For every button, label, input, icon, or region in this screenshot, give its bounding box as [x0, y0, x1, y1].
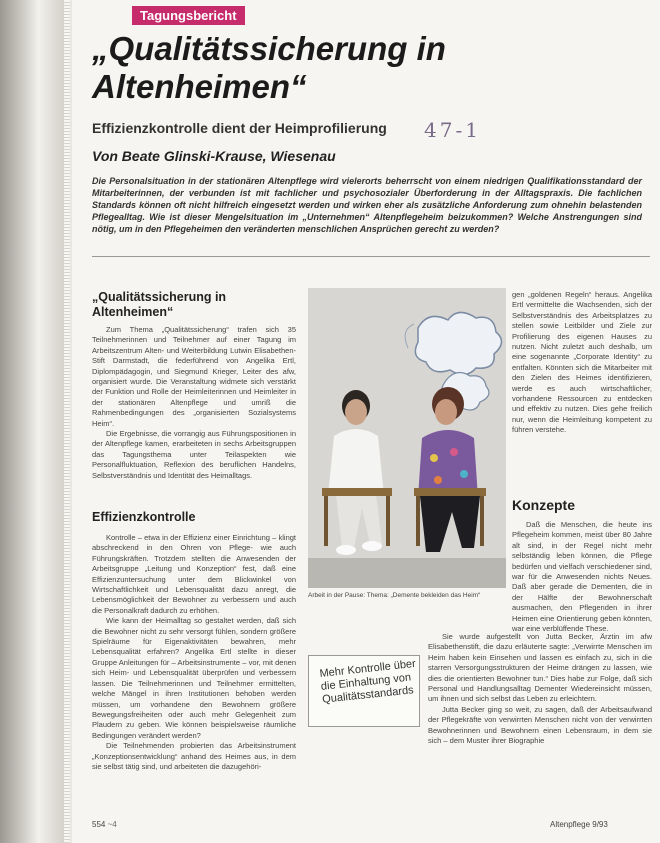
section-body-qualitaet	[92, 325, 296, 481]
section-heading-konzepte: Konzepte	[512, 497, 575, 513]
article-photo	[308, 288, 506, 588]
handwritten-note: 47-1	[424, 118, 481, 142]
section-badge: Tagungsbericht	[132, 6, 245, 25]
paragraph: gen „goldenen Regeln“ heraus. Angelika Ertl vermittelte die Wachsenden, sich der Selbstverständnis des Arbeitsplatzes zu stellen sowie Leitbilder und Ziele zur Profilierung des eigenen Hauses zu nutzen. Nicht zuletzt auch deshalb, um eine sogenannte „Corporate Identity“ zu entfalten. Könnten sich die Mitarbeiter mit den Zielen des Heimes identifizieren, werde es auch wirtschaftlicher, vorhandene Ressourcen zu entdecken und effektiv zu nutzen. Dies gehe freilich nur, wenn die Heimleitung kompetent zu führen verstehe.	[512, 290, 652, 435]
paragraph: Die Ergebnisse, die vorrangig aus Führungspositionen in der Altenpflege kamen, erarbeiteten in sechs Arbeitsgruppen das Tagungsthema unter Teilaspekten wie Personalfluktuation, Reflexion des beruflichen Handelns, Selbstverständnis und Identität des Heimalltags.	[92, 429, 296, 480]
author-line: Von Beate Glinski-Krause, Wiesenau	[92, 148, 336, 164]
article-subtitle: Effizienzkontrolle dient der Heimprofilierung	[92, 120, 387, 136]
section-heading-qualitaet: „Qualitätssicherung in Altenheimen“	[92, 290, 227, 319]
photo-caption: Arbeit in der Pause: Thema: „Demente bekleiden das Heim“	[308, 592, 481, 599]
divider	[92, 256, 650, 257]
paragraph: Daß die Menschen, die heute ins Pflegeheim kommen, meist über 80 Jahre alt sind, in der Regel nicht mehr selbständig leben können, die Pflege bedürfen und vielfach verschiedener sind, war für die Anwesenden nichts Neues. Daß aber gerade die Dementen, die in der Hälfte der Bewohnerschaft ausmachen, den Pflegenden in ihrer Heimen eine Orientierung geben könnten, war eine verblüffende These.	[512, 520, 652, 634]
paragraph: Kontrolle – etwa in der Effizienz einer Einrichtung – klingt abschreckend in den Ohren von Pflege- wie auch Führungskräften. Trotzdem stellten die Anwesenden der Arbeitsgruppe „Leitung und Konzeption“ fest, daß eine Effizienzuntersuchung unter dem Blickwinkel von Wirtschaftlichkeit und Lebensqualität dazu anregt, die Lebensmöglichkeit der Bewohner zu verbessern und auch die Personalkraft dadurch zu erhöhen.	[92, 533, 296, 615]
book-spine	[0, 0, 70, 843]
section-body-konzepte-b	[428, 632, 652, 746]
page-number: 554 ~4	[92, 820, 117, 829]
right-column-top	[512, 290, 652, 436]
section-body-effizienz	[92, 533, 296, 772]
magazine-page	[72, 0, 660, 843]
pull-quote-box	[308, 655, 420, 727]
paragraph: Jutta Becker ging so weit, zu sagen, daß der Arbeitsaufwand der Pflegekräfte von verwirrten Menschen nicht von der verwirrten Bewohnerinnen und Bewohnern einen Lebensraum, in dem sie sich – dem Muster ihrer Biographie	[428, 704, 652, 746]
paragraph: Wie kann der Heimalltag so gestaltet werden, daß sich die Bewohner nicht zu sehr versorgt fühlen, sondern größere Spielräume für Eigenaktivitäten bewahren, mehr Lebensqualität erfahren? Angelika Ertl stellte in dieser Gruppe Anleitungen für – Arbeitsinstrumente – vor, mit denen sich Heim- und Lebensqualität überprüfen und verbessern lassen. Die Teilnehmerinnen und Teilnehmer ermittelten, welche Mängel in ihren Institutionen behoben werden müssen, um vorhandene den Bewohnern größere Bewegungsfreiheiten oder auch mehr Gelegenheit zum Plaudern zu geben. Wie können beispielsweise räumliche Bedingungen verändert werden?	[92, 616, 296, 740]
pull-quote: Mehr Kontrolle über die Einhaltung von Qualitätsstandards	[319, 657, 417, 706]
section-body-konzepte-a	[512, 520, 652, 634]
article-title: „Qualitätssicherung in Altenheimen“	[92, 30, 446, 105]
paragraph: Die Teilnehmenden probierten das Arbeitsinstrument „Konzeptionsentwicklung“ anhand des Heimes aus, in dem sie selbst tätig sind, und arbeiteten die dazugehöri-	[92, 741, 296, 771]
section-heading-effizienz: Effizienzkontrolle	[92, 510, 196, 524]
paragraph: Sie wurde aufgestellt von Jutta Becker, Ärztin im afw Elisabethenstift, die dazu erläuterte sagte: „Verwirrte Menschen im Heim haben kein Einsehen und lassen es einfach zu, sich in die starren Versorgungsstrukturen der Heime drängen zu lassen, wie dies die orientierten Bewohner tun.“ Dies habe zur Folge, daß sich Personal und Handlungsalltag Dementer Wiedereinsicht müssen, um ihnen und sich selbst das Leben zu erleichtern.	[428, 632, 652, 704]
intro-paragraph: Die Personalsituation in der stationären Altenpflege wird vielerorts beherrscht von einem niedrigen Qualifikationsstandard der Mitarbeiterinnen, der verbunden ist mit fachlicher und psychosozialer Überforderung in der Alltagspraxis. Die fachlichen Standards können oft nicht hilfreich eingesetzt werden und wirken eher als zusätzliche Anforderung zum ohnehin belastenden Pflegealltag. Wie ist dieser Mengelsituation im „Unternehmen“ Altenpflegeheim beizukommen? Welche Anstrengungen sind nötig, um in den Pflegeheimen den veränderten menschlichen Ansprüchen gerecht zu werden?	[92, 176, 642, 234]
issue-footer: Altenpflege 9/93	[550, 820, 608, 829]
paragraph: Zum Thema „Qualitätssicherung“ trafen sich 35 Teilnehmerinnen und Teilnehmer auf einer Tagung im Arbeitszentrum Alten- und Weiterbildung Lutwin Elisabethen-Stift Darmstadt, die federführend von Angelika Ertl, Diplompädagogin, und Siegmund Krieger, Leiter des afw, organisiert wurde. Die Veranstaltung widmete sich verstärkt der Funktion und Rolle der Heimleiterinnen und Heimleiter in der stationären Altenpflege und umriß die Rahmenbedingungen des „organisierten Sozialsystems Heim“.	[92, 325, 296, 428]
handwritten-mark: ~4	[107, 820, 117, 829]
